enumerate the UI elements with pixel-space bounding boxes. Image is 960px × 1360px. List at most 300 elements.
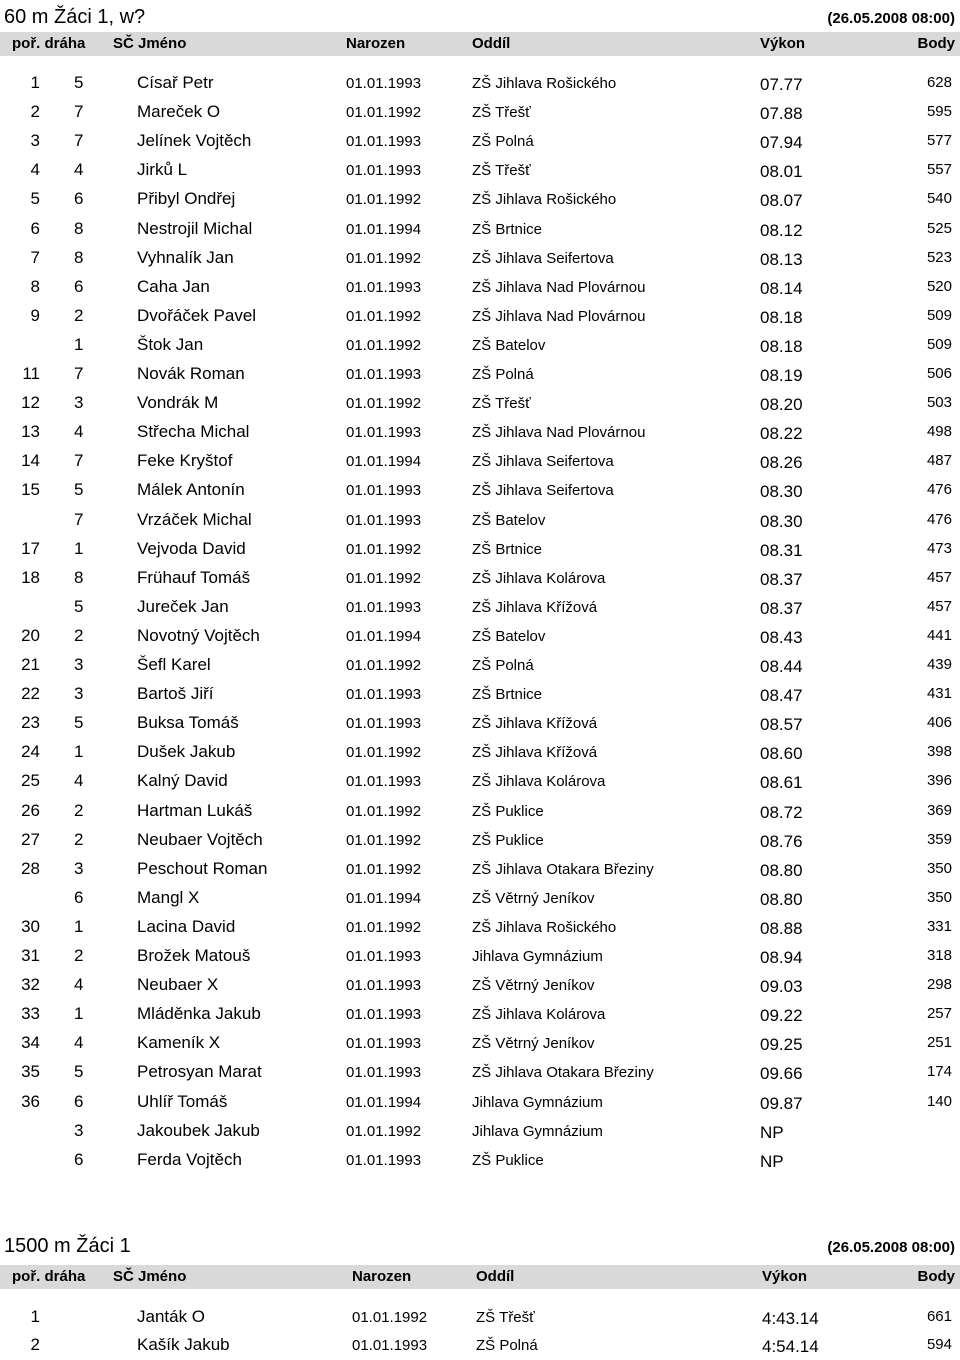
header-body: Body xyxy=(917,35,955,52)
table-header xyxy=(0,32,960,56)
cell-poradi: 31 xyxy=(21,946,40,965)
cell-body: 577 xyxy=(926,132,952,150)
cell-narozen: 01.01.1993 xyxy=(346,715,422,733)
cell-draha: 3 xyxy=(74,858,84,878)
cell-narozen: 01.01.1993 xyxy=(346,598,422,616)
cell-narozen: 01.01.1992 xyxy=(346,860,422,878)
cell-vykon: 08.43 xyxy=(760,627,803,647)
cell-poradi: 35 xyxy=(21,1062,40,1082)
cell-body: 594 xyxy=(926,1336,952,1353)
cell-draha: 3 xyxy=(74,393,84,413)
table-row xyxy=(0,942,960,971)
table-row xyxy=(0,506,960,535)
cell-poradi: 21 xyxy=(21,655,40,674)
header-oddil: Oddíl xyxy=(472,35,511,52)
cell-narozen: 01.01.1992 xyxy=(346,395,422,413)
cell-poradi: 11 xyxy=(22,364,40,383)
cell-poradi: 33 xyxy=(21,1004,40,1024)
table-row xyxy=(0,1303,960,1332)
cell-vykon: 08.01 xyxy=(760,162,803,182)
header-poradi-draha: poř. dráha xyxy=(12,1268,86,1285)
cell-poradi: 1 xyxy=(30,73,40,92)
header-vykon: Výkon xyxy=(762,1268,808,1285)
cell-draha: 1 xyxy=(74,538,84,558)
cell-body: 439 xyxy=(926,656,952,673)
cell-body: 520 xyxy=(926,277,952,295)
table-row xyxy=(0,215,960,244)
cell-jmeno: Vejvoda David xyxy=(137,538,246,558)
cell-narozen: 01.01.1992 xyxy=(346,657,422,674)
table-row xyxy=(0,738,960,767)
cell-body: 487 xyxy=(926,452,952,470)
cell-narozen: 01.01.1993 xyxy=(346,686,422,704)
cell-body: 628 xyxy=(926,74,952,91)
cell-narozen: 01.01.1993 xyxy=(346,773,422,791)
cell-vykon: 08.22 xyxy=(760,424,803,444)
cell-oddil: ZŠ Jihlava Seifertova xyxy=(472,249,614,267)
cell-draha: 2 xyxy=(74,946,84,965)
table-row xyxy=(0,1146,960,1175)
cell-draha: 5 xyxy=(74,480,84,500)
cell-body: 476 xyxy=(926,481,952,499)
cell-jmeno: Buksa Tomáš xyxy=(137,713,239,733)
cell-narozen: 01.01.1992 xyxy=(346,307,422,325)
cell-vykon: 08.94 xyxy=(760,948,803,967)
cell-poradi: 28 xyxy=(21,858,40,878)
cell-body: 298 xyxy=(926,976,952,994)
cell-oddil: ZŠ Větrný Jeníkov xyxy=(472,889,595,907)
header-narozen: Narozen xyxy=(346,35,406,52)
cell-oddil: ZŠ Jihlava Kolárova xyxy=(472,569,606,587)
cell-oddil: ZŠ Jihlava Nad Plovárnou xyxy=(472,424,646,442)
cell-body: 350 xyxy=(926,888,952,906)
cell-narozen: 01.01.1992 xyxy=(346,191,422,209)
cell-body: 350 xyxy=(926,859,952,877)
cell-narozen: 01.01.1992 xyxy=(346,802,422,820)
cell-oddil: ZŠ Jihlava Rošického xyxy=(472,191,617,209)
cell-vykon: NP xyxy=(760,1122,784,1142)
cell-vykon: 08.30 xyxy=(760,511,803,531)
cell-vykon: 08.37 xyxy=(760,569,803,589)
cell-oddil: ZŠ Jihlava Seifertova xyxy=(472,482,614,500)
cell-narozen: 01.01.1993 xyxy=(346,948,422,965)
table-row xyxy=(0,797,960,826)
cell-body: 331 xyxy=(926,917,952,935)
cell-body: 369 xyxy=(926,801,952,819)
cell-vykon: 08.19 xyxy=(760,366,803,385)
cell-vykon: 08.18 xyxy=(760,336,803,356)
cell-jmeno: Peschout Roman xyxy=(137,858,268,878)
cell-draha: 4 xyxy=(74,1033,84,1053)
cell-jmeno: Jureček Jan xyxy=(137,596,229,616)
cell-jmeno: Kameník X xyxy=(137,1033,221,1053)
cell-narozen: 01.01.1992 xyxy=(346,831,422,849)
cell-jmeno: Přibyl Ondřej xyxy=(137,189,236,209)
cell-draha: 2 xyxy=(74,800,84,820)
cell-poradi: 14 xyxy=(21,451,40,471)
cell-body: 595 xyxy=(926,103,952,121)
cell-narozen: 01.01.1992 xyxy=(346,918,422,936)
cell-draha: 1 xyxy=(74,742,84,762)
cell-poradi: 17 xyxy=(21,538,40,558)
cell-jmeno: Kalný David xyxy=(137,771,228,791)
cell-narozen: 01.01.1993 xyxy=(346,1151,422,1169)
table-row xyxy=(0,1029,960,1058)
cell-poradi: 7 xyxy=(30,247,40,267)
cell-body: 661 xyxy=(926,1308,952,1325)
table-row xyxy=(0,535,960,564)
cell-oddil: ZŠ Jihlava Otakara Březiny xyxy=(472,860,654,878)
cell-jmeno: Neubaer X xyxy=(137,975,219,995)
cell-body: 441 xyxy=(926,626,952,644)
cell-body: 457 xyxy=(926,568,952,586)
cell-vykon: 08.37 xyxy=(760,598,803,618)
cell-jmeno: Mláděnka Jakub xyxy=(137,1004,261,1024)
cell-jmeno: Vrzáček Michal xyxy=(137,509,252,529)
cell-poradi: 1 xyxy=(30,1307,40,1326)
cell-oddil: ZŠ Polná xyxy=(472,657,534,674)
cell-narozen: 01.01.1994 xyxy=(346,453,422,471)
cell-narozen: 01.01.1993 xyxy=(352,1337,428,1354)
cell-vykon: 08.72 xyxy=(760,802,803,822)
cell-draha: 4 xyxy=(74,160,84,180)
cell-draha: 5 xyxy=(74,1062,84,1082)
cell-draha: 2 xyxy=(74,625,84,645)
cell-narozen: 01.01.1992 xyxy=(346,104,422,122)
cell-vykon: 07.77 xyxy=(760,75,803,94)
cell-vykon: 08.30 xyxy=(760,482,803,502)
cell-narozen: 01.01.1993 xyxy=(346,424,422,442)
cell-draha: 4 xyxy=(74,422,84,442)
cell-draha: 8 xyxy=(74,218,84,238)
section-date: (26.05.2008 08:00) xyxy=(827,1239,955,1256)
cell-vykon: 08.80 xyxy=(760,889,803,909)
table-row xyxy=(0,1331,960,1360)
cell-body: 540 xyxy=(926,190,952,208)
cell-jmeno: Šefl Karel xyxy=(137,655,211,674)
header-narozen: Narozen xyxy=(352,1268,412,1285)
cell-narozen: 01.01.1993 xyxy=(346,75,422,92)
cell-poradi: 23 xyxy=(21,713,40,733)
table-row xyxy=(0,884,960,913)
cell-draha: 3 xyxy=(74,1120,84,1140)
header-poradi-draha: poř. dráha xyxy=(12,35,86,52)
table-row xyxy=(0,127,960,156)
cell-oddil: ZŠ Jihlava Rošického xyxy=(472,75,617,92)
cell-narozen: 01.01.1992 xyxy=(346,249,422,267)
cell-jmeno: Lacina David xyxy=(137,916,236,936)
cell-narozen: 01.01.1994 xyxy=(346,889,422,907)
cell-jmeno: Uhlíř Tomáš xyxy=(137,1091,228,1111)
cell-narozen: 01.01.1992 xyxy=(346,540,422,558)
cell-jmeno: Vondrák M xyxy=(137,393,219,413)
cell-draha: 4 xyxy=(74,771,84,791)
cell-vykon: 08.61 xyxy=(760,773,803,793)
cell-poradi: 15 xyxy=(21,480,40,500)
cell-narozen: 01.01.1993 xyxy=(346,977,422,995)
cell-narozen: 01.01.1992 xyxy=(346,336,422,354)
cell-oddil: ZŠ Polná xyxy=(472,133,534,151)
cell-jmeno: Málek Antonín xyxy=(137,480,245,500)
cell-body: 396 xyxy=(926,772,952,790)
cell-draha: 6 xyxy=(74,189,84,209)
cell-body: 359 xyxy=(926,830,952,848)
cell-jmeno: Mangl X xyxy=(137,887,200,907)
table-row xyxy=(0,1117,960,1146)
cell-body: 509 xyxy=(926,335,952,353)
cell-body: 473 xyxy=(926,539,952,557)
cell-narozen: 01.01.1993 xyxy=(346,366,422,383)
table-row xyxy=(0,622,960,651)
cell-jmeno: Jakoubek Jakub xyxy=(137,1120,260,1140)
cell-oddil: ZŠ Jihlava Kolárova xyxy=(472,773,606,791)
table-row xyxy=(0,244,960,273)
table-row xyxy=(0,98,960,127)
cell-narozen: 01.01.1993 xyxy=(346,133,422,151)
cell-vykon: 08.13 xyxy=(760,249,803,269)
cell-narozen: 01.01.1993 xyxy=(346,1064,422,1082)
cell-poradi: 8 xyxy=(30,276,40,296)
cell-narozen: 01.01.1993 xyxy=(346,482,422,500)
section-title: 1500 m Žáci 1 xyxy=(4,1235,131,1257)
cell-oddil: ZŠ Větrný Jeníkov xyxy=(472,977,595,995)
cell-poradi: 5 xyxy=(30,189,40,209)
cell-vykon: 08.07 xyxy=(760,191,803,211)
cell-draha: 6 xyxy=(74,887,84,907)
cell-vykon: 08.47 xyxy=(760,686,803,706)
cell-vykon: 09.66 xyxy=(760,1064,803,1084)
cell-poradi: 13 xyxy=(21,422,40,442)
cell-poradi: 18 xyxy=(21,567,40,587)
table-row xyxy=(0,1058,960,1087)
cell-draha: 5 xyxy=(74,73,84,92)
table-row xyxy=(0,185,960,214)
cell-body: 457 xyxy=(926,597,952,615)
header-oddil: Oddíl xyxy=(476,1268,515,1285)
cell-jmeno: Caha Jan xyxy=(137,276,210,296)
cell-jmeno: Hartman Lukáš xyxy=(137,800,253,820)
table-row xyxy=(0,1088,960,1117)
table-row xyxy=(0,593,960,622)
table-row xyxy=(0,418,960,447)
cell-oddil: ZŠ Puklice xyxy=(472,1151,544,1169)
cell-jmeno: Dvořáček Pavel xyxy=(137,305,257,325)
cell-draha: 6 xyxy=(74,1149,84,1169)
cell-vykon: 4:54.14 xyxy=(762,1337,819,1356)
cell-narozen: 01.01.1992 xyxy=(346,569,422,587)
cell-oddil: ZŠ Jihlava Otakara Březiny xyxy=(472,1064,654,1082)
cell-jmeno: Mareček O xyxy=(137,102,221,122)
cell-draha: 2 xyxy=(74,829,84,849)
cell-vykon: 09.87 xyxy=(760,1093,803,1113)
cell-narozen: 01.01.1994 xyxy=(346,220,422,238)
cell-draha: 3 xyxy=(74,655,84,674)
cell-poradi: 6 xyxy=(30,218,40,238)
cell-body: 498 xyxy=(926,423,952,441)
cell-vykon: 07.94 xyxy=(760,133,803,153)
cell-body: 503 xyxy=(926,394,952,412)
cell-body: 523 xyxy=(926,248,952,266)
table-row xyxy=(0,389,960,418)
cell-poradi: 20 xyxy=(21,625,40,645)
cell-vykon: 08.26 xyxy=(760,453,803,473)
cell-oddil: ZŠ Polná xyxy=(476,1337,538,1354)
cell-poradi: 25 xyxy=(21,771,40,791)
cell-narozen: 01.01.1992 xyxy=(346,1122,422,1140)
cell-draha: 8 xyxy=(74,567,84,587)
cell-vykon: 08.60 xyxy=(760,744,803,764)
cell-narozen: 01.01.1993 xyxy=(346,162,422,180)
cell-oddil: ZŠ Jihlava Nad Plovárnou xyxy=(472,278,646,296)
cell-draha: 7 xyxy=(74,509,84,529)
cell-body: 257 xyxy=(926,1005,952,1023)
cell-narozen: 01.01.1994 xyxy=(346,1093,422,1111)
table-row xyxy=(0,447,960,476)
cell-poradi: 3 xyxy=(30,131,40,151)
cell-draha: 1 xyxy=(74,1004,84,1024)
table-row xyxy=(0,156,960,185)
cell-vykon: 08.12 xyxy=(760,220,803,240)
table-row xyxy=(0,331,960,360)
cell-oddil: ZŠ Jihlava Nad Plovárnou xyxy=(472,307,646,325)
cell-narozen: 01.01.1993 xyxy=(346,511,422,529)
cell-poradi: 24 xyxy=(21,742,40,762)
header-sc-jmeno: SČ Jméno xyxy=(113,35,187,52)
table-row xyxy=(0,971,960,1000)
cell-body: 174 xyxy=(926,1063,952,1081)
header-vykon: Výkon xyxy=(760,35,806,52)
cell-poradi: 26 xyxy=(21,800,40,820)
cell-narozen: 01.01.1993 xyxy=(346,278,422,296)
table-row xyxy=(0,302,960,331)
table-row xyxy=(0,709,960,738)
table-row xyxy=(0,651,960,680)
cell-narozen: 01.01.1993 xyxy=(346,1035,422,1053)
table-row xyxy=(0,564,960,593)
cell-oddil: ZŠ Třešť xyxy=(472,395,531,413)
cell-vykon: NP xyxy=(760,1151,784,1171)
table-row xyxy=(0,680,960,709)
cell-poradi: 2 xyxy=(30,102,40,122)
cell-oddil: ZŠ Puklice xyxy=(472,802,544,820)
cell-poradi: 22 xyxy=(21,684,40,704)
table-row xyxy=(0,913,960,942)
cell-vykon: 08.80 xyxy=(760,860,803,880)
cell-narozen: 01.01.1993 xyxy=(346,1006,422,1024)
cell-poradi: 2 xyxy=(30,1335,40,1354)
cell-oddil: ZŠ Jihlava Křížová xyxy=(472,715,598,733)
cell-oddil: ZŠ Polná xyxy=(472,366,534,383)
cell-narozen: 01.01.1992 xyxy=(346,744,422,762)
header-sc-jmeno: SČ Jméno xyxy=(113,1268,187,1285)
cell-body: 557 xyxy=(926,161,952,179)
cell-oddil: ZŠ Třešť xyxy=(472,104,531,122)
cell-vykon: 09.25 xyxy=(760,1035,803,1055)
section-date: (26.05.2008 08:00) xyxy=(827,10,955,27)
cell-draha: 7 xyxy=(74,364,84,383)
cell-oddil: ZŠ Jihlava Seifertova xyxy=(472,453,614,471)
cell-body: 251 xyxy=(926,1034,952,1052)
cell-narozen: 01.01.1992 xyxy=(352,1309,428,1326)
cell-body: 506 xyxy=(926,365,952,382)
cell-jmeno: Císař Petr xyxy=(137,73,214,92)
cell-oddil: ZŠ Batelov xyxy=(472,511,546,529)
cell-vykon: 09.22 xyxy=(760,1006,803,1026)
table-row xyxy=(0,360,960,389)
cell-jmeno: Vyhnalík Jan xyxy=(137,247,234,267)
table-row xyxy=(0,767,960,796)
cell-vykon: 08.20 xyxy=(760,395,803,415)
cell-body: 140 xyxy=(926,1092,952,1110)
cell-poradi: 30 xyxy=(21,916,40,936)
cell-oddil: ZŠ Třešť xyxy=(476,1309,535,1326)
cell-poradi: 32 xyxy=(21,975,40,995)
cell-jmeno: Nestrojil Michal xyxy=(137,218,253,238)
cell-body: 318 xyxy=(926,947,952,964)
cell-draha: 5 xyxy=(74,713,84,733)
cell-body: 476 xyxy=(926,510,952,528)
header-body: Body xyxy=(917,1268,955,1285)
table-row xyxy=(0,1000,960,1029)
cell-jmeno: Petrosyan Marat xyxy=(137,1062,262,1082)
cell-body: 525 xyxy=(926,219,952,237)
cell-oddil: ZŠ Batelov xyxy=(472,627,546,645)
cell-oddil: ZŠ Brtnice xyxy=(472,220,543,238)
cell-oddil: ZŠ Jihlava Kolárova xyxy=(472,1006,606,1024)
cell-vykon: 08.44 xyxy=(760,657,803,676)
cell-draha: 4 xyxy=(74,975,84,995)
cell-draha: 5 xyxy=(74,596,84,616)
cell-jmeno: Kašík Jakub xyxy=(137,1335,230,1354)
section-title: 60 m Žáci 1, w? xyxy=(4,6,146,28)
cell-jmeno: Střecha Michal xyxy=(137,422,250,442)
cell-draha: 7 xyxy=(74,451,84,471)
cell-vykon: 08.76 xyxy=(760,831,803,851)
cell-oddil: Jihlava Gymnázium xyxy=(472,948,603,965)
cell-draha: 3 xyxy=(74,684,84,704)
cell-draha: 7 xyxy=(74,131,84,151)
cell-jmeno: Ferda Vojtěch xyxy=(137,1149,242,1169)
cell-poradi: 9 xyxy=(30,305,40,325)
cell-oddil: ZŠ Brtnice xyxy=(472,540,543,558)
cell-vykon: 08.14 xyxy=(760,278,803,298)
cell-oddil: Jihlava Gymnázium xyxy=(472,1093,603,1111)
cell-oddil: ZŠ Jihlava Křížová xyxy=(472,598,598,616)
cell-oddil: ZŠ Třešť xyxy=(472,162,531,180)
cell-body: 406 xyxy=(926,714,952,732)
cell-jmeno: Novotný Vojtěch xyxy=(137,625,260,645)
table-header xyxy=(0,1265,960,1289)
cell-oddil: ZŠ Jihlava Rošického xyxy=(472,918,617,936)
cell-jmeno: Bartoš Jiří xyxy=(137,684,214,704)
table-row xyxy=(0,69,960,98)
cell-jmeno: Jirků L xyxy=(137,160,188,180)
cell-draha: 1 xyxy=(74,334,84,354)
cell-vykon: 09.03 xyxy=(760,977,803,997)
cell-oddil: ZŠ Jihlava Křížová xyxy=(472,744,598,762)
cell-draha: 8 xyxy=(74,247,84,267)
cell-oddil: ZŠ Puklice xyxy=(472,831,544,849)
cell-jmeno: Janták O xyxy=(137,1307,206,1326)
cell-draha: 6 xyxy=(74,1091,84,1111)
cell-oddil: Jihlava Gymnázium xyxy=(472,1122,603,1140)
cell-oddil: ZŠ Batelov xyxy=(472,336,546,354)
cell-poradi: 4 xyxy=(30,160,40,180)
cell-oddil: ZŠ Větrný Jeníkov xyxy=(472,1035,595,1053)
cell-poradi: 27 xyxy=(21,829,40,849)
cell-vykon: 08.18 xyxy=(760,307,803,327)
cell-jmeno: Frühauf Tomáš xyxy=(137,567,251,587)
